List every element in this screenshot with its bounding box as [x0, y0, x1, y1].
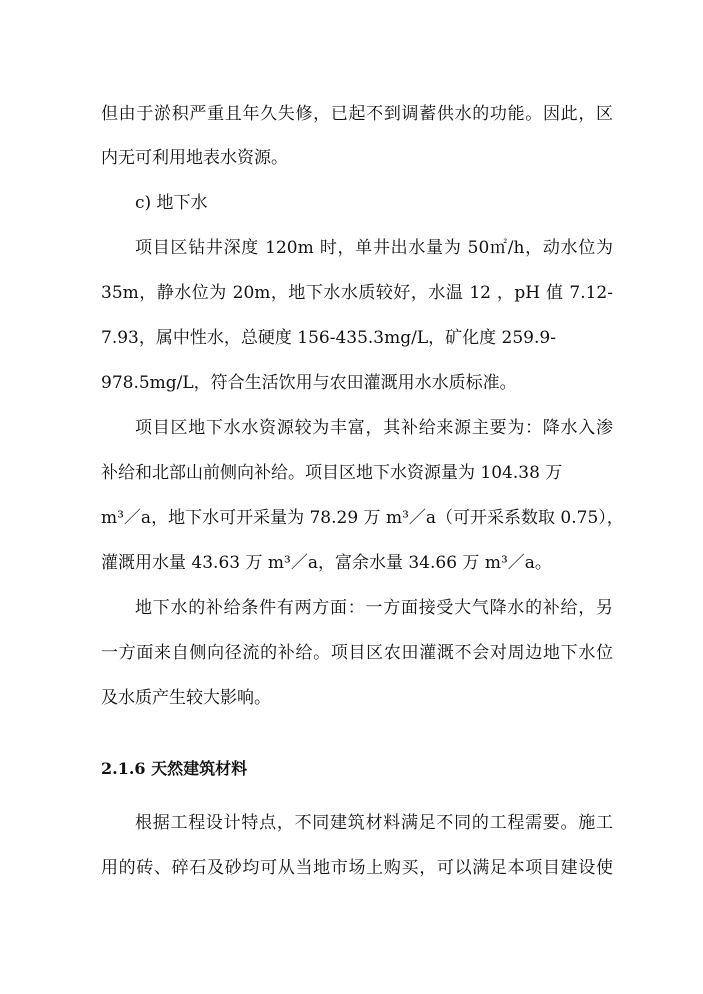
text-line: 项目区地下水水资源较为丰富，其补给来源主要为：降水入渗 — [135, 418, 613, 438]
text-line: 一方面来自侧向径流的补给。项目区农田灌溉不会对周边地下水位 — [101, 643, 613, 663]
text-line: 灌溉用水量 43.63 万 m³／a，富余水量 34.66 万 m³／a。 — [101, 553, 552, 573]
subsection-heading: c) 地下水 — [135, 193, 208, 213]
section-heading: 2.1.6 天然建筑材料 — [101, 759, 248, 778]
text-line: 35m，静水位为 20m，地下水水质较好，水温 12 ，pH 值 7.12- — [101, 283, 613, 303]
text-line: 根据工程设计特点，不同建筑材料满足不同的工程需要。施工 — [135, 813, 613, 833]
text-line: 978.5mg/L，符合生活饮用与农田灌溉用水水质标准。 — [101, 373, 517, 393]
text-line: 项目区钻井深度 120m 时，单井出水量为 50㎡/h，动水位为 — [135, 238, 613, 258]
text-line: 7.93，属中性水，总硬度 156-435.3mg/L，矿化度 259.9- — [101, 328, 556, 348]
text-line: 用的砖、碎石及砂均可从当地市场上购买，可以满足本项目建设使 — [101, 858, 613, 878]
text-line: 及水质产生较大影响。 — [101, 688, 271, 708]
text-line: 内无可利用地表水资源。 — [101, 148, 288, 168]
text-line: 补给和北部山前侧向补给。项目区地下水资源量为 104.38 万 — [101, 463, 563, 483]
text-line: m³／a，地下水可开采量为 78.29 万 m³／a（可开采系数取 0.75）， — [101, 508, 624, 528]
text-line: 地下水的补给条件有两方面：一方面接受大气降水的补给，另 — [135, 598, 613, 618]
text-line: 但由于淤积严重且年久失修，已起不到调蓄供水的功能。因此，区 — [101, 104, 613, 124]
